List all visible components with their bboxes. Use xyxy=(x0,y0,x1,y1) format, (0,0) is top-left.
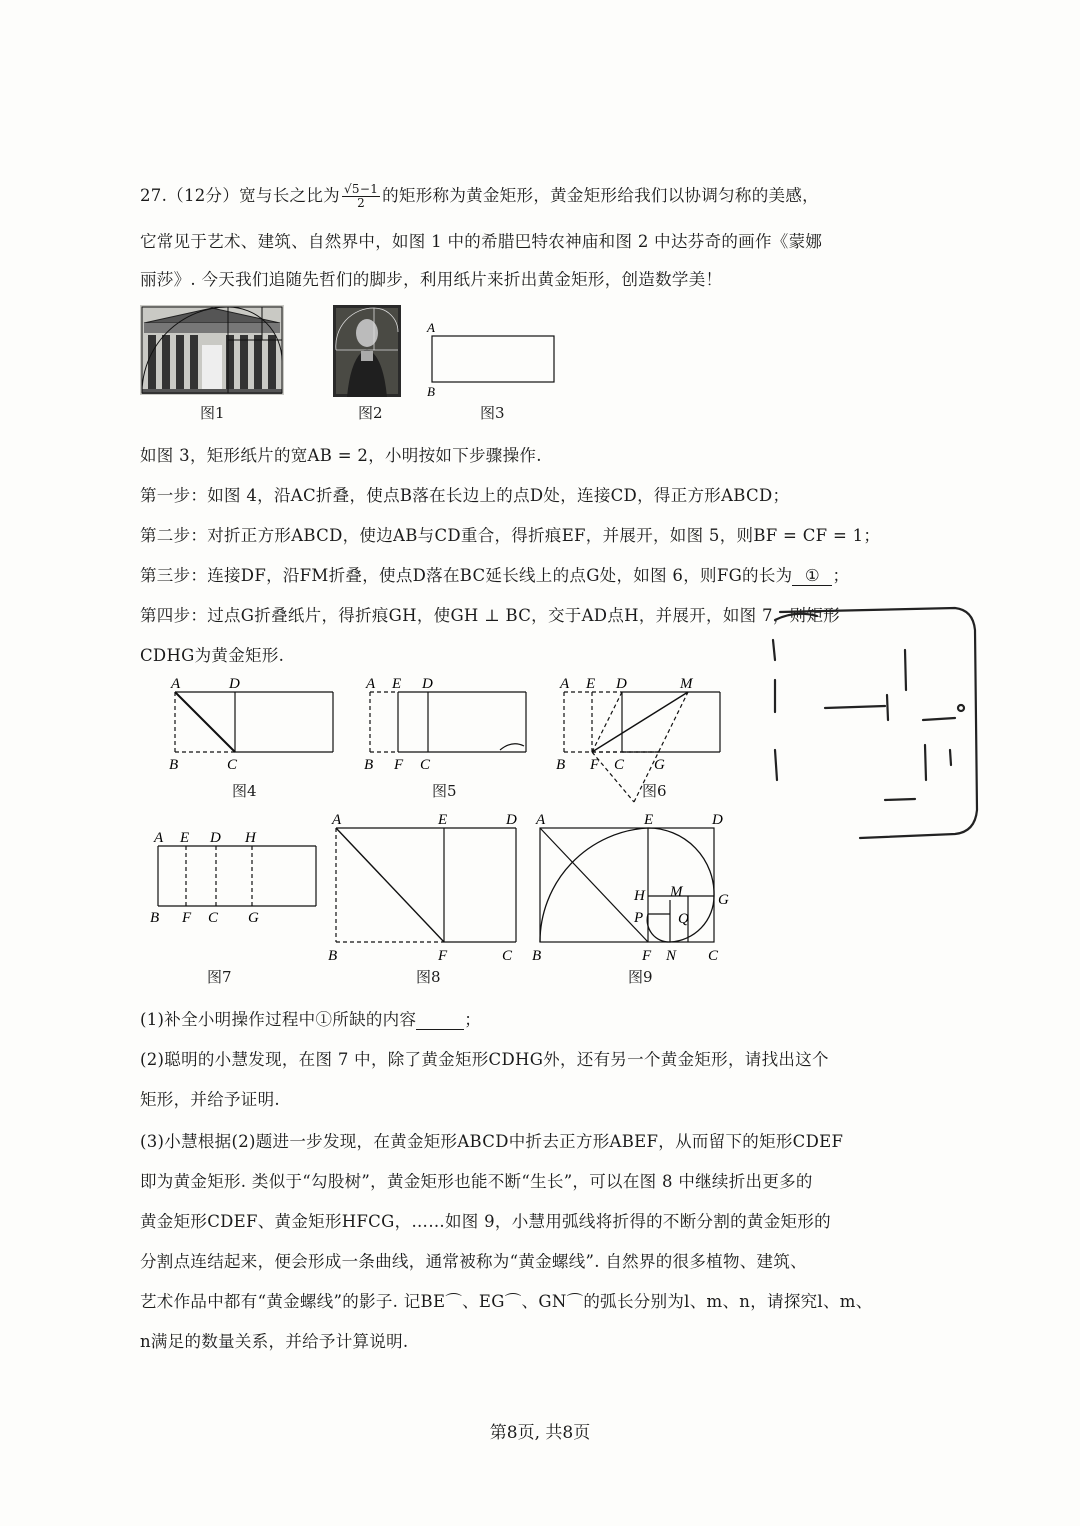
question-1-end: ； xyxy=(464,1010,482,1029)
fig2-caption: 图2 xyxy=(358,404,383,422)
fig6-label-e: E xyxy=(586,676,596,692)
step1-text: 第一步：如图 4，沿AC折叠，使点B落在长边上的点D处，连接CD，得正方形ABCD； xyxy=(140,486,790,505)
fig6-label-d: D xyxy=(616,676,627,692)
fig6-label-g: G xyxy=(654,757,665,773)
fig9-label-p: P xyxy=(634,910,644,926)
fig6-label-b: B xyxy=(556,757,566,773)
fig7-label-b: B xyxy=(150,910,160,926)
fig8-label-c: C xyxy=(502,948,513,964)
fig9-label-h: H xyxy=(634,888,645,904)
fig6-label-m: M xyxy=(680,676,693,692)
setup-text: 如图 3，矩形纸片的宽AB = 2，小明按如下步骤操作. xyxy=(140,446,542,465)
fig8-label-b: B xyxy=(328,948,338,964)
fig6-label-a: A xyxy=(560,676,570,692)
step3-text-b: ； xyxy=(832,566,850,585)
question-3-line5: 艺术作品中都有“黄金螺线”的影子. 记BE⌒、EG⌒、GN⌒的弧长分别为l、m、n，请探究l、m、 xyxy=(140,1292,873,1311)
fig9-label-m: M xyxy=(670,884,683,900)
fig4-caption: 图4 xyxy=(232,782,257,800)
fig5-caption: 图5 xyxy=(432,782,457,800)
fig7-label-h: H xyxy=(245,830,256,846)
fig3-label-b: B xyxy=(427,384,435,399)
fig5-label-d: D xyxy=(422,676,433,692)
fig7-label-a: A xyxy=(154,830,164,846)
fig7-label-f: F xyxy=(182,910,192,926)
step4-text-line2: CDHG为黄金矩形. xyxy=(140,646,285,665)
fig2-mona-lisa xyxy=(333,305,401,397)
fig8-caption: 图8 xyxy=(416,968,441,986)
fig9-label-q: Q xyxy=(678,911,689,927)
page-footer: 第8页, 共8页 xyxy=(489,1423,591,1443)
fig4-diagram xyxy=(165,672,340,774)
question-2-line2: 矩形，并给予证明. xyxy=(140,1090,280,1109)
fig9-golden-spiral xyxy=(530,808,740,966)
scribble-marks xyxy=(765,600,980,852)
golden-ratio-fraction xyxy=(342,183,380,210)
fig8-label-e: E xyxy=(438,812,448,828)
question-3-line1: (3)小慧根据(2)题进一步发现，在黄金矩形ABCD中折去正方形ABEF，从而留下的矩形CDEF xyxy=(140,1132,844,1151)
fig9-label-c: C xyxy=(708,948,719,964)
question-1-text: (1)补全小明操作过程中①所缺的内容 xyxy=(140,1010,417,1029)
step3-text-a: 第三步：连接DF，沿FM折叠，使点D落在BC延长线上的点G处，如图 6，则FG的长为 xyxy=(140,566,793,585)
fig7-label-e: E xyxy=(180,830,190,846)
question-3-line6: n满足的数量关系，并给予计算说明. xyxy=(140,1332,409,1351)
fig9-label-b: B xyxy=(532,948,542,964)
fig9-caption: 图9 xyxy=(628,968,653,986)
fig3-caption: 图3 xyxy=(480,404,505,422)
problem-intro-line3: 丽莎》. 今天我们追随先哲们的脚步，利用纸片来折出黄金矩形，创造数学美！ xyxy=(140,270,723,289)
question-3-line4: 分割点连结起来，便会形成一条曲线，通常被称为“黄金螺线”. 自然界的很多植物、建筑、 xyxy=(140,1252,807,1271)
fig4-label-a: A xyxy=(171,676,181,692)
fig9-label-d: D xyxy=(712,812,723,828)
fig4-label-b: B xyxy=(169,757,179,773)
fig6-label-f: F xyxy=(590,757,600,773)
fig4-label-c: C xyxy=(227,757,238,773)
fig7-label-g: G xyxy=(248,910,259,926)
question-2-line1: (2)聪明的小慧发现，在图 7 中，除了黄金矩形CDHG外，还有另一个黄金矩形，请找出这个 xyxy=(140,1050,829,1069)
fig5-label-b: B xyxy=(364,757,374,773)
fig8-diagram xyxy=(326,808,526,966)
fig4-label-d: D xyxy=(229,676,240,692)
problem-score: （12分） xyxy=(167,186,240,205)
problem-intro-line1 xyxy=(140,182,819,210)
intro-text-b: 的矩形称为黄金矩形，黄金矩形给我们以协调匀称的美感， xyxy=(382,186,819,205)
fig3-label-a: A xyxy=(427,320,435,335)
fig6-label-c: C xyxy=(614,757,625,773)
question-1-blank xyxy=(416,1010,464,1030)
fig9-label-f: F xyxy=(642,948,652,964)
fig9-label-n: N xyxy=(666,948,677,964)
step2-text: 第二步：对折正方形ABCD，使边AB与CD重合，得折痕EF，并展开，如图 5，则BF = CF = 1； xyxy=(140,526,881,545)
fig3-rectangle xyxy=(425,320,565,400)
fraction-numerator: √5−1 xyxy=(343,182,379,196)
fig8-label-f: F xyxy=(438,948,448,964)
fig7-diagram xyxy=(148,826,323,928)
fig1-caption: 图1 xyxy=(200,404,225,422)
fig7-caption: 图7 xyxy=(207,968,232,986)
fig5-label-f: F xyxy=(394,757,404,773)
answer-blank-1: ① xyxy=(792,566,832,586)
intro-text-a: 宽与长之比为 xyxy=(239,186,340,205)
question-1 xyxy=(140,1006,481,1030)
fig7-label-d: D xyxy=(210,830,221,846)
fig9-label-e: E xyxy=(644,812,654,828)
fig9-label-a: A xyxy=(536,812,546,828)
problem-intro-line2: 它常见于艺术、建筑、自然界中，如图 1 中的希腊巴特农神庙和图 2 中达芬奇的画作《蒙娜 xyxy=(140,232,823,251)
fig8-label-a: A xyxy=(332,812,342,828)
fig8-label-d: D xyxy=(506,812,517,828)
problem-number: 27. xyxy=(140,186,168,205)
question-3-line2: 即为黄金矩形. 类似于“勾股树”，黄金矩形也能不断“生长”，可以在图 8 中继续折出更多的 xyxy=(140,1172,813,1191)
fig6-caption: 图6 xyxy=(642,782,667,800)
fig5-label-a: A xyxy=(366,676,376,692)
fig7-label-c: C xyxy=(208,910,219,926)
fraction-denominator: 2 xyxy=(357,196,365,210)
step4-text: 第四步：过点G折叠纸片，得折痕GH，使GH ⊥ BC，交于AD点H，并展开，如图 7，则矩形 xyxy=(140,606,840,625)
step3-text xyxy=(140,562,849,586)
fig9-label-g: G xyxy=(718,892,729,908)
question-3-line3: 黄金矩形CDEF、黄金矩形HFCG，……如图 9，小慧用弧线将折得的不断分割的黄金矩形的 xyxy=(140,1212,831,1231)
fig5-label-c: C xyxy=(420,757,431,773)
fig5-label-e: E xyxy=(392,676,402,692)
fig5-diagram xyxy=(360,672,535,774)
fig1-parthenon xyxy=(140,305,284,395)
